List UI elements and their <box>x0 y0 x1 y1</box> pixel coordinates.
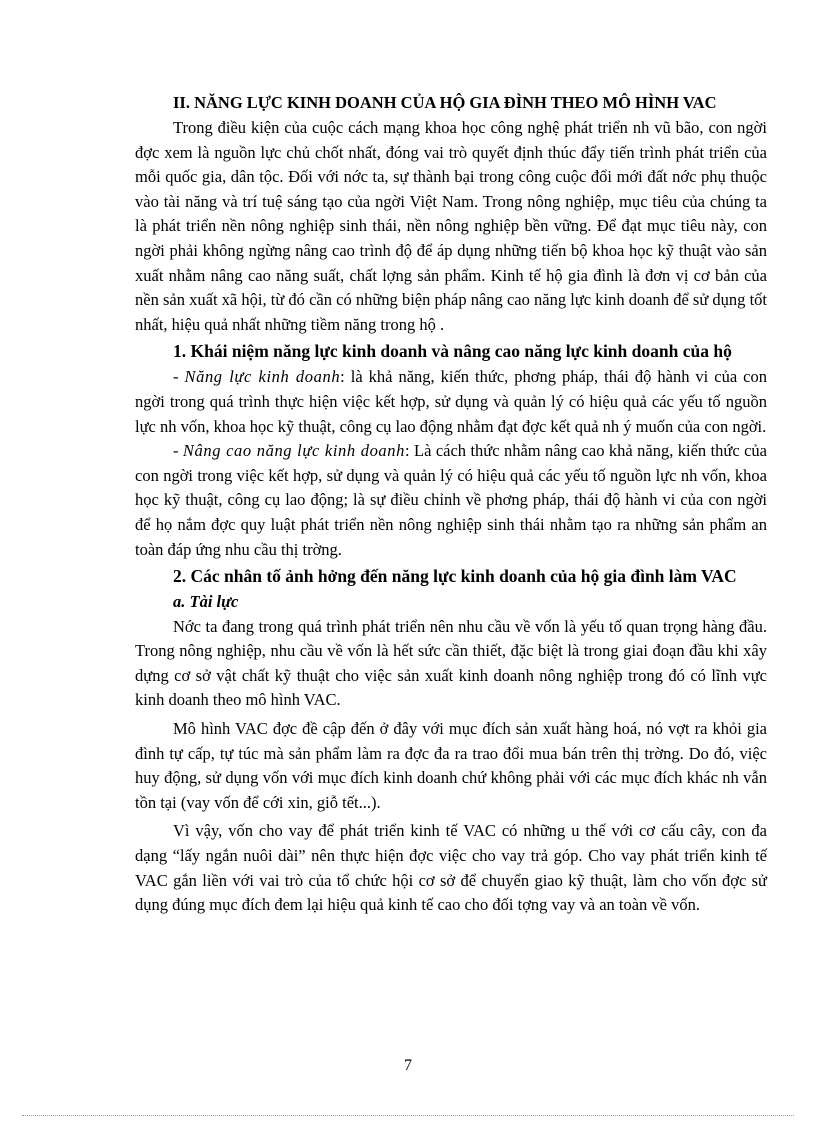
part1-heading: 1. Khái niệm năng lực kinh doanh và nâng cao năng lực kinh doanh của hộ <box>173 341 732 362</box>
intro-paragraph: Trong điều kiện của cuộc cách mạng khoa học công nghệ phát triển nh vũ bão, con ngời đợc xem là nguồn lực chủ chốt nhất, đóng vai trò quyết định thúc đẩy tiến trình phát triển của mỗi quốc gia, dân tộc. Đối với nớc ta, sự thành bại trong công cuộc đổi mới đất nớc phụ thuộc vào tài năng và trí tuệ sáng tạo của ngời Việt Nam. Trong nông nghiệp, mục tiêu của chúng ta là phát triển nền nông nghiệp sinh thái, nền nông nghiệp bền vững. Để đạt mục tiêu này, con ngời phải không ngừng nâng cao trình độ để áp dụng những tiến bộ khoa học kỹ thuật vào sản xuất nhằm nâng cao năng suất, chất lợng sản phẩm. Kinh tế hộ gia đình là đơn vị cơ bản của nền sản xuất xã hội, từ đó cần có những biện pháp nâng cao năng lực kinh doanh để sử dụng tốt nhất, hiệu quả nhất những tiềm năng trong hộ . <box>135 118 767 334</box>
definition-1-term: Năng lực kinh doanh <box>184 367 341 387</box>
definition-2-term: Nâng cao năng lực kinh doanh <box>182 441 405 461</box>
paragraph-capital-2: Mô hình VAC đợc đề cập đến ở đây với mục đích sản xuất hàng hoá, nó vợt ra khỏi gia đình tự cấp, tự túc mà sản phẩm làm ra đợc đa ra trao đổi mua bán trên thị trờng. Do đó, việc huy động, sử dụng vốn với mục đích kinh doanh chứ không phải với các mục đích khác nh vẫn tồn tại (vay vốn để cới xin, giỗ tết...). <box>135 719 767 812</box>
definition-paragraph-2: - Nâng cao năng lực kinh doanh: Là cách thức nhằm nâng cao khả năng, kiến thức của con ngời trong việc kết hợp, sử dụng và quản lý có hiệu quả các yếu tố nguồn lực nh vốn, khoa học kỹ thuật, công cụ lao động; là sự điều chỉnh về phơng pháp, thái độ hành vi của con ngời để họ nắm đợc quy luật phát triển nền nông nghiệp sinh thái nhằm tạo ra những sản phẩm an toàn đáp ứng nhu cầu thị trờng. <box>135 441 767 559</box>
part2-heading: 2. Các nhân tố ảnh hởng đến năng lực kinh doanh của hộ gia đình làm VAC <box>173 566 737 587</box>
definition-2-text: : Là cách thức nhằm nâng cao khả năng, kiến thức của con ngời trong việc kết hợp, sử dụng và quản lý có hiệu quả các yếu tố nguồn lực nh vốn, khoa học kỹ thuật, công cụ lao động; là sự điều chỉnh về phơng pháp, thái độ hành vi của con ngời để họ nắm đợc quy luật phát triển nền nông nghiệp sinh thái nhằm tạo ra những sản phẩm an toàn đáp ứng nhu cầu thị trờng. <box>135 441 767 559</box>
page-body <box>135 92 767 918</box>
subheading-a: a. Tài lực <box>173 592 239 612</box>
page-number: 7 <box>404 1057 412 1074</box>
page-bottom-divider <box>22 1115 794 1116</box>
paragraph-capital-3: Vì vậy, vốn cho vay để phát triển kinh tế VAC có những u thế với cơ cấu cây, con đa dạng “lấy ngắn nuôi dài” nên thực hiện đợc việc cho vay trả góp. Cho vay phát triển kinh tế VAC gắn liền với vai trò của tổ chức hội cơ sở để chuyển giao kỹ thuật, làm cho vốn đợc sử dụng đúng mục đích đem lại hiệu quả kinh tế cao cho đối tợng vay và an toàn về vốn. <box>135 821 767 915</box>
definition-1-text: : là khả năng, kiến thức, phơng pháp, thái độ hành vi của con ngời trong quá trình thực hiện việc kết hợp, sử dụng và quản lý có hiệu quả các yếu tố nguồn lực nh vốn, khoa học kỹ thuật, công cụ lao động nhằm đạt đợc kết quả nh ý muốn của con ngời. <box>135 367 767 436</box>
definition-paragraph-1: - Năng lực kinh doanh: là khả năng, kiến thức, phơng pháp, thái độ hành vi của con ngời trong quá trình thực hiện việc kết hợp, sử dụng và quản lý có hiệu quả các yếu tố nguồn lực nh vốn, khoa học kỹ thuật, công cụ lao động nhằm đạt đợc kết quả nh ý muốn của con ngời. <box>135 367 767 436</box>
paragraph-capital-1: Nớc ta đang trong quá trình phát triển nên nhu cầu về vốn là yếu tố quan trọng hàng đầu. Trong nông nghiệp, nhu cầu về vốn là hết sức cần thiết, đặc biệt là trong giai đoạn đầu khi xây dựng cơ sở vật chất kỹ thuật cho việc sản xuất kinh doanh nông nghiệp trong đó có lĩnh vực kinh doanh theo mô hình VAC. <box>135 616 767 710</box>
section-heading: II. NĂNG LỰC KINH DOANH CỦA HỘ GIA ĐÌNH THEO MÔ HÌNH VAC <box>173 93 717 112</box>
